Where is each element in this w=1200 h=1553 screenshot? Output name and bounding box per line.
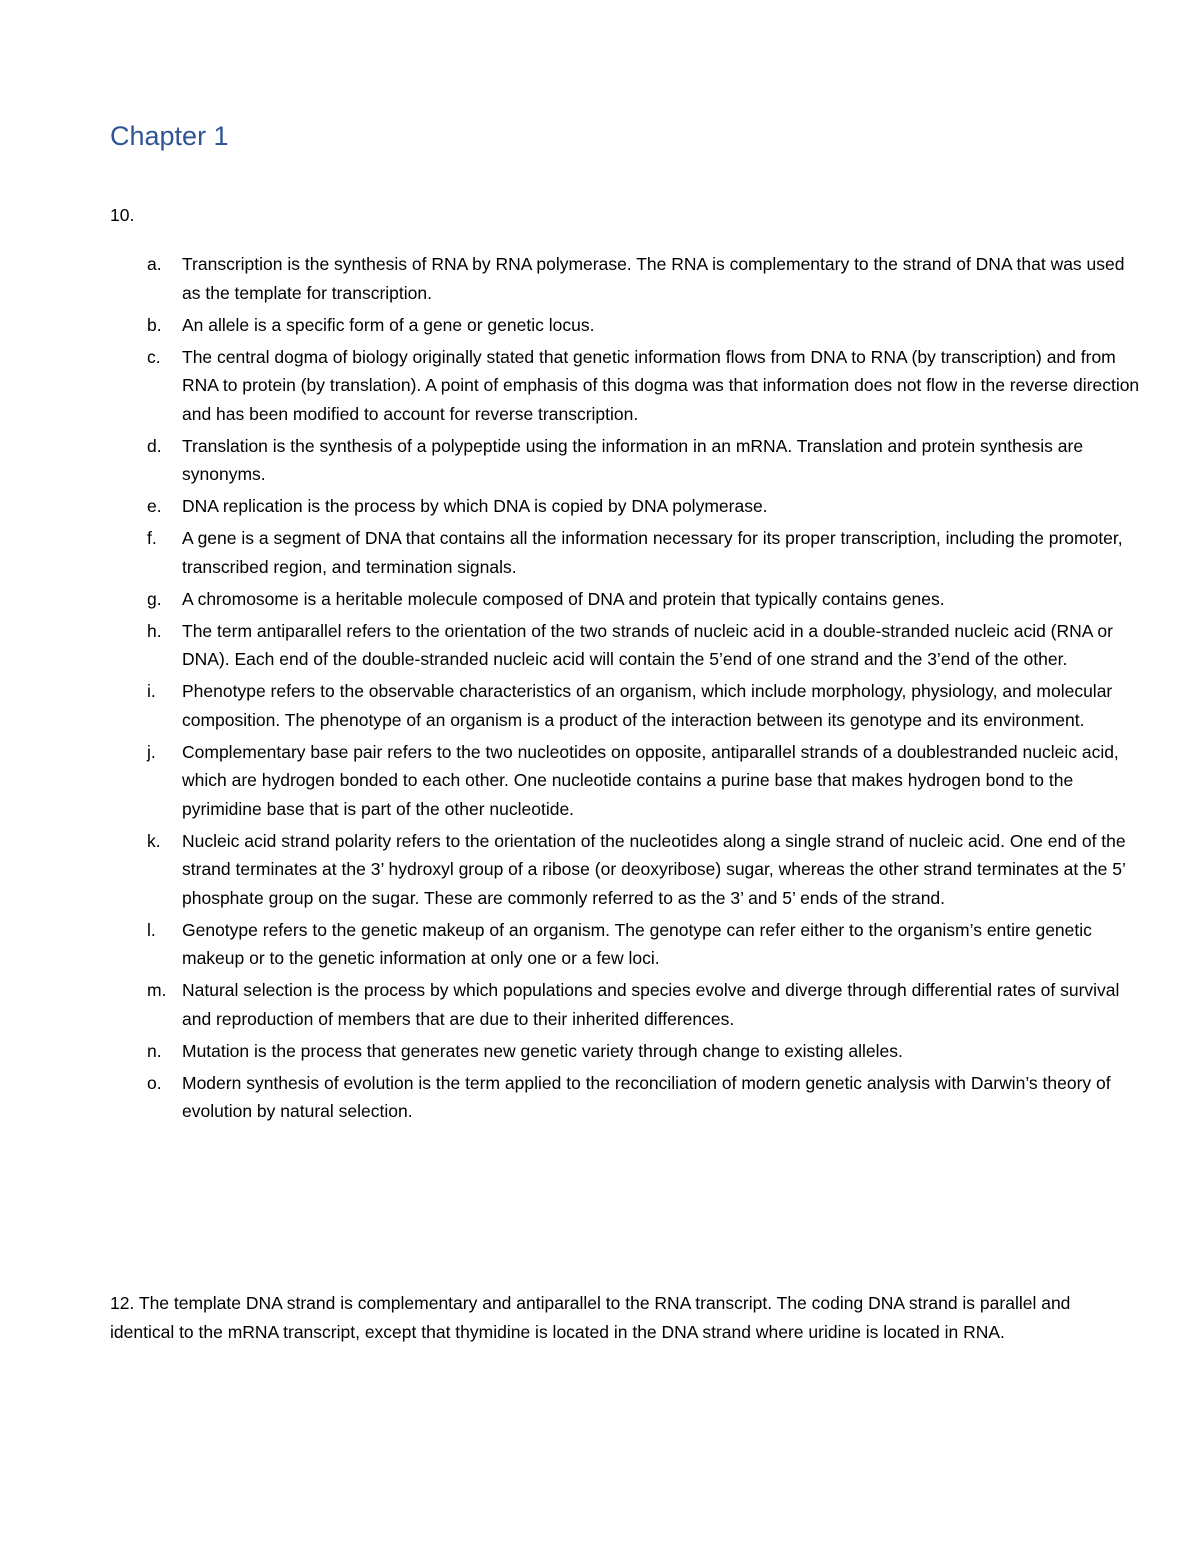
list-item <box>110 976 1140 1033</box>
list-item-letter: o. <box>147 1072 162 1093</box>
list-item-text: Transcription is the synthesis of RNA by RNA polymerase. The RNA is complementary to the strand of DNA that was used as the template for transcription. <box>182 254 1125 303</box>
list-item <box>110 677 1140 734</box>
list-item-text: A gene is a segment of DNA that contains all the information necessary for its proper transcription, including the promoter, transcribed region, and termination signals. <box>182 528 1123 577</box>
answer-list <box>110 250 1140 1129</box>
list-item <box>110 1069 1140 1126</box>
list-item <box>110 250 1140 307</box>
list-item-letter: d. <box>147 435 162 456</box>
chapter-title: Chapter 1 <box>110 121 229 151</box>
list-item <box>110 432 1140 489</box>
list-item-text: Translation is the synthesis of a polypeptide using the information in an mRNA. Translation and protein synthesis are synonyms. <box>182 435 1084 484</box>
list-item-text: The central dogma of biology originally stated that genetic information flows from DNA to RNA (by transcription) and from RNA to protein (by translation). A point of emphasis of this dogma was that information does not flow in the reverse direction and has been modified to account for reverse transcription. <box>182 346 1140 424</box>
list-item-letter: k. <box>147 830 161 851</box>
list-item-text: Complementary base pair refers to the two nucleotides on opposite, antiparallel strands of a doublestranded nucleic acid, which are hydrogen bonded to each other. One nucleotide contains a purine base that makes hydrogen bond to the pyrimidine base that is part of the other nucleotide. <box>182 741 1119 819</box>
list-item-letter: b. <box>147 314 162 335</box>
list-item-text: Natural selection is the process by which populations and species evolve and diverge through differential rates of survival and reproduction of members that are due to their inherited differences. <box>182 980 1120 1029</box>
question-number: 10. <box>110 205 135 225</box>
list-item <box>110 617 1140 674</box>
list-item-letter: i. <box>147 681 156 701</box>
list-item-text: The term antiparallel refers to the orientation of the two strands of nucleic acid in a double-stranded nucleic acid (RNA or DNA). Each end of the double-stranded nucleic acid will contain the 5’end of one strand and the 3’end of the other. <box>182 620 1113 669</box>
list-item-text: Genotype refers to the genetic makeup of an organism. The genotype can refer either to the organism’s entire genetic makeup or to the genetic information at only one or a few loci. <box>182 919 1092 968</box>
list-item-letter: e. <box>147 496 162 516</box>
list-item-letter: g. <box>147 588 162 609</box>
list-item-letter: j. <box>147 741 156 762</box>
list-item-letter: n. <box>147 1040 162 1061</box>
list-item-text: DNA replication is the process by which DNA is copied by DNA polymerase. <box>182 496 768 516</box>
list-item <box>110 492 1140 521</box>
list-item <box>110 738 1140 824</box>
list-item <box>110 1037 1140 1066</box>
list-item-letter: a. <box>147 254 162 274</box>
list-item-letter: c. <box>147 346 161 367</box>
list-item-letter: m. <box>147 980 167 1000</box>
answer-paragraph-12: 12. The template DNA strand is complementary and antiparallel to the RNA transcript. The coding DNA strand is parallel and identical to the mRNA transcript, except that thymidine is located in the DNA strand where uridine is located in RNA. <box>110 1293 1071 1342</box>
list-item-letter: h. <box>147 620 162 641</box>
list-item-letter: l. <box>147 919 156 940</box>
list-item <box>110 916 1140 973</box>
list-item <box>110 343 1140 429</box>
list-item-text: Mutation is the process that generates new genetic variety through change to existing alleles. <box>182 1040 903 1061</box>
list-item-text: Phenotype refers to the observable characteristics of an organism, which include morphology, physiology, and molecular composition. The phenotype of an organism is a product of the interaction between its genotype and its environment. <box>182 681 1113 730</box>
list-item <box>110 524 1140 581</box>
list-item <box>110 827 1140 913</box>
list-item-text: A chromosome is a heritable molecule composed of DNA and protein that typically contains genes. <box>182 588 945 609</box>
list-item-letter: f. <box>147 528 157 548</box>
list-item-text: An allele is a specific form of a gene or genetic locus. <box>182 314 595 335</box>
list-item <box>110 585 1140 614</box>
list-item-text: Nucleic acid strand polarity refers to the orientation of the nucleotides along a single strand of nucleic acid. One end of the strand terminates at the 3’ hydroxyl group of a ribose (or deoxyribose) sugar, whereas the other strand terminates at the 5’ phosphate group on the sugar. These are commonly referred to as the 3’ and 5’ ends of the strand. <box>182 830 1126 908</box>
list-item <box>110 311 1140 340</box>
list-item-text: Modern synthesis of evolution is the term applied to the reconciliation of modern genetic analysis with Darwin’s theory of evolution by natural selection. <box>182 1072 1111 1121</box>
